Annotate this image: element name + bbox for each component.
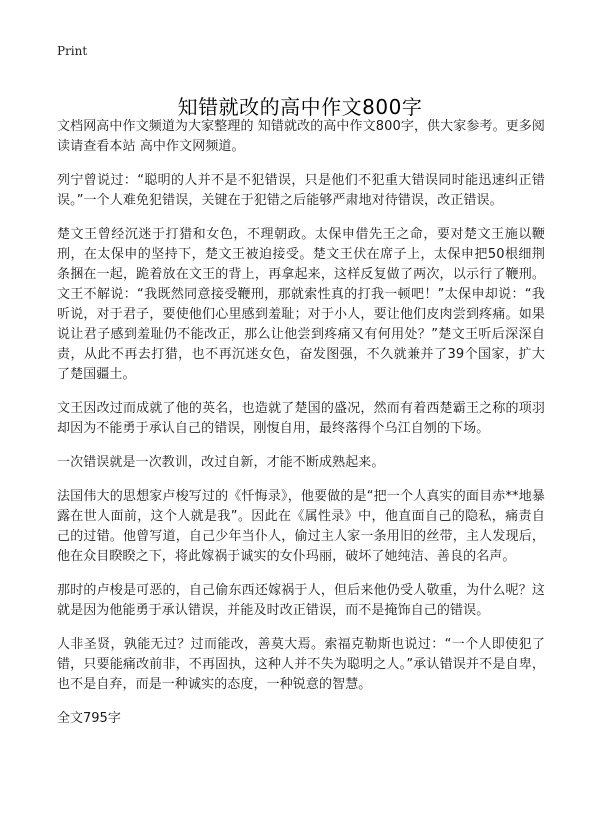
page-title: 知错就改的高中作文800字	[177, 95, 423, 120]
article-paragraph: 法国伟大的思想家卢梭写过的《忏悔录》，他要做的是“把一个人真实的面目赤**地暴露在世人面前，这个人就是我”。因此在《属性录》中，他直面自己的隐私，痛责自己的过错。他曾写道，自己少年当仆人，偷过主人家一条用旧的丝带，主人发现后，他在众目睽睽之下，将此嫁祸于诚实的女仆玛丽，破坏了她纯洁、善良的名声。	[57, 489, 545, 564]
article-paragraph: 列宁曾说过：“聪明的人并不是不犯错误，只是他们不犯重大错误同时能迅速纠正错误。”一个人难免犯错误，关键在于犯错之后能够严肃地对待错误，改正错误。	[57, 173, 545, 208]
article-body	[57, 117, 545, 729]
article-paragraph: 一次错误就是一次教训，改过自新，才能不断成熟起来。	[57, 455, 385, 470]
print-link[interactable]: Print	[57, 44, 88, 58]
article-paragraph: 文王因改过而成就了他的英名，也造就了楚国的盛况，然而有着西楚霸王之称的项羽却因为不能勇于承认自己的错误，刚愎自用，最终落得个乌江自刎的下场。	[57, 401, 545, 436]
article-paragraph: 人非圣贤，孰能无过？过而能改，善莫大焉。索福克勒斯也说过：“一个人即使犯了错，只要能痛改前非，不再固执，这种人并不失为聪明之人。”承认错误并不是自卑，也不是自弃，而是一种诚实的态度，一种锐意的智慧。	[57, 637, 545, 692]
article-paragraph: 楚文王曾经沉迷于打猎和女色，不理朝政。太保申借先王之命，要对楚文王施以鞭刑，在太保申的坚持下，楚文王被迫接受。楚文王伏在席子上，太保申把50根细荆条捆在一起，跪着放在文王的背上，再拿起来，这样反复做了两次，以示行了鞭刑。文王不解说：“我既然同意接受鞭刑，那就索性真的打我一顿吧！”太保申却说：“我听说，对于君子，要使他们心里感到羞耻；对于小人，要让他们皮肉尝到疼痛。如果说让君子感到羞耻仍不能改正，那么让他尝到疼痛又有何用处？”楚文王听后深深自责，从此不再去打猎，也不再沉迷女色，奋发图强，不久就兼并了39个国家，扩大了楚国疆土。	[57, 227, 545, 382]
article-paragraph: 那时的卢梭是可恶的，自己偷东西还嫁祸于人，但后来他仍受人敬重，为什么呢？这就是因为他能勇于承认错误，并能及时改正错误，而不是掩饰自己的错误。	[57, 583, 545, 618]
article-paragraph: 文档网高中作文频道为大家整理的 知错就改的高中作文800字，供大家参考。更多阅读请查看本站 高中作文网频道。	[57, 119, 545, 154]
word-count: 全文795字	[57, 711, 121, 726]
